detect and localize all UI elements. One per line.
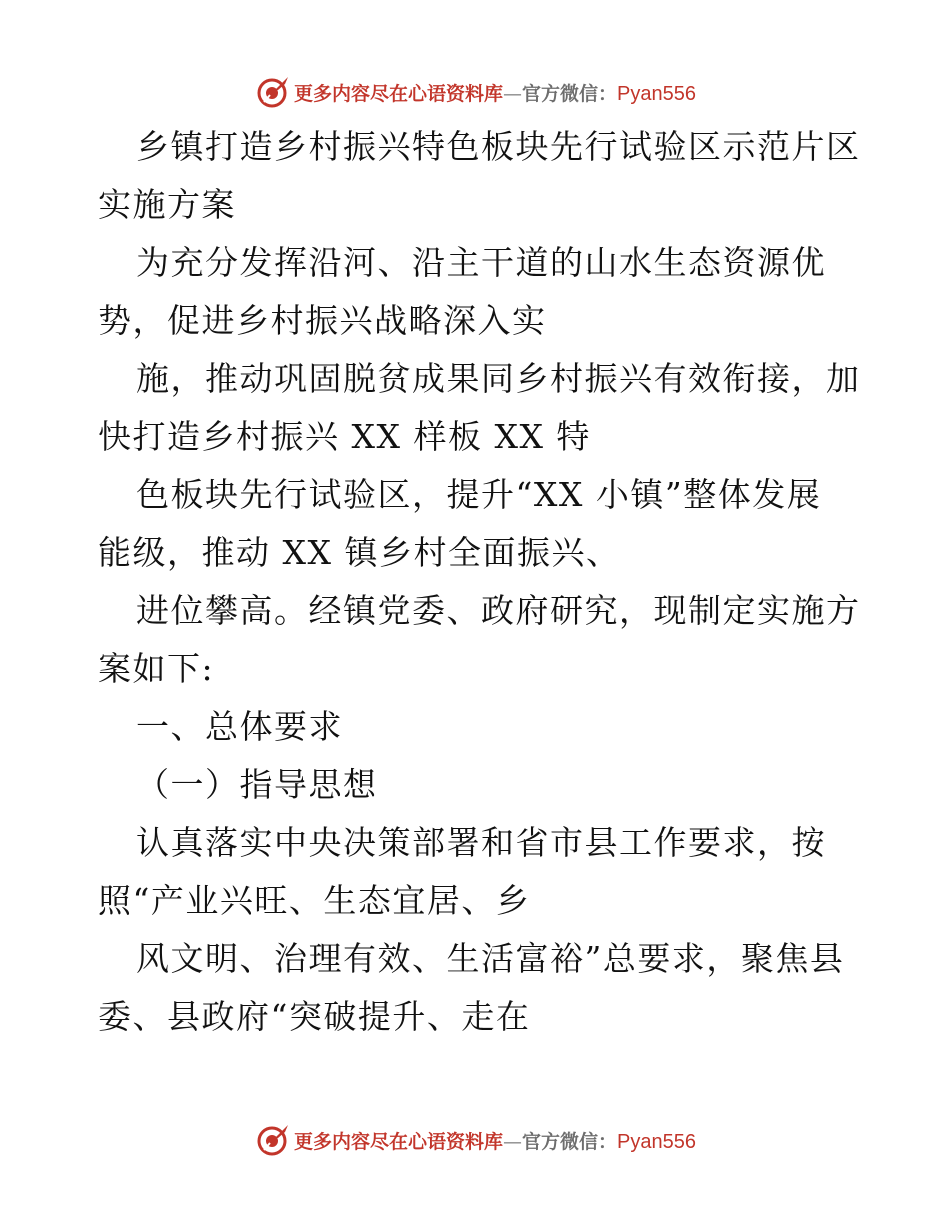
quill-pen-logo-icon bbox=[254, 74, 290, 110]
paragraph-line: 风文明、治理有效、生活富裕”总要求，聚焦县 bbox=[136, 939, 845, 978]
paragraph-line: 快打造乡村振兴 XX 样板 XX 特 bbox=[98, 417, 591, 456]
paragraph-line: 委、县政府“突破提升、走在 bbox=[98, 997, 531, 1036]
banner-site-name: 更多内容尽在心语资料库 bbox=[294, 82, 504, 105]
document-body bbox=[98, 118, 861, 1046]
quill-pen-logo-icon bbox=[254, 1122, 290, 1158]
paragraph-line: 实施方案 bbox=[98, 185, 236, 224]
banner-dash: — bbox=[503, 82, 523, 105]
paragraph-line: 进位攀高。经镇党委、政府研究，现制定实施方 bbox=[136, 591, 861, 630]
paragraph-line: 乡镇打造乡村振兴特色板块先行试验区示范片区 bbox=[136, 127, 861, 166]
paragraph-line: 施，推动巩固脱贫成果同乡村振兴有效衔接，加 bbox=[136, 359, 861, 398]
banner-dash: — bbox=[503, 1130, 523, 1153]
paragraph-line: 案如下: bbox=[98, 649, 215, 688]
paragraph-line: 照“产业兴旺、生态宜居、乡 bbox=[98, 881, 531, 920]
paragraph-line: 色板块先行试验区，提升“XX 小镇”整体发展 bbox=[136, 475, 822, 514]
banner-wechat-handle: Pyan556 bbox=[617, 1130, 696, 1153]
banner-wechat-label: 官方微信： bbox=[522, 82, 618, 105]
paragraph-line: 认真落实中央决策部署和省市县工作要求，按 bbox=[136, 823, 826, 862]
paragraph-line: 一、总体要求 bbox=[136, 707, 343, 746]
banner-wechat-handle: Pyan556 bbox=[617, 82, 696, 105]
paragraph-line: （一）指导思想 bbox=[136, 765, 378, 804]
footer-banner bbox=[0, 1118, 950, 1162]
banner-text bbox=[294, 79, 696, 106]
paragraph-line: 能级，推动 XX 镇乡村全面振兴、 bbox=[98, 533, 621, 572]
banner-text bbox=[294, 1127, 696, 1154]
header-banner bbox=[0, 70, 950, 114]
paragraph-line: 为充分发挥沿河、沿主干道的山水生态资源优 bbox=[136, 243, 826, 282]
paragraph-line: 势，促进乡村振兴战略深入实 bbox=[98, 301, 547, 340]
banner-wechat-label: 官方微信： bbox=[522, 1130, 618, 1153]
banner-site-name: 更多内容尽在心语资料库 bbox=[294, 1130, 504, 1153]
